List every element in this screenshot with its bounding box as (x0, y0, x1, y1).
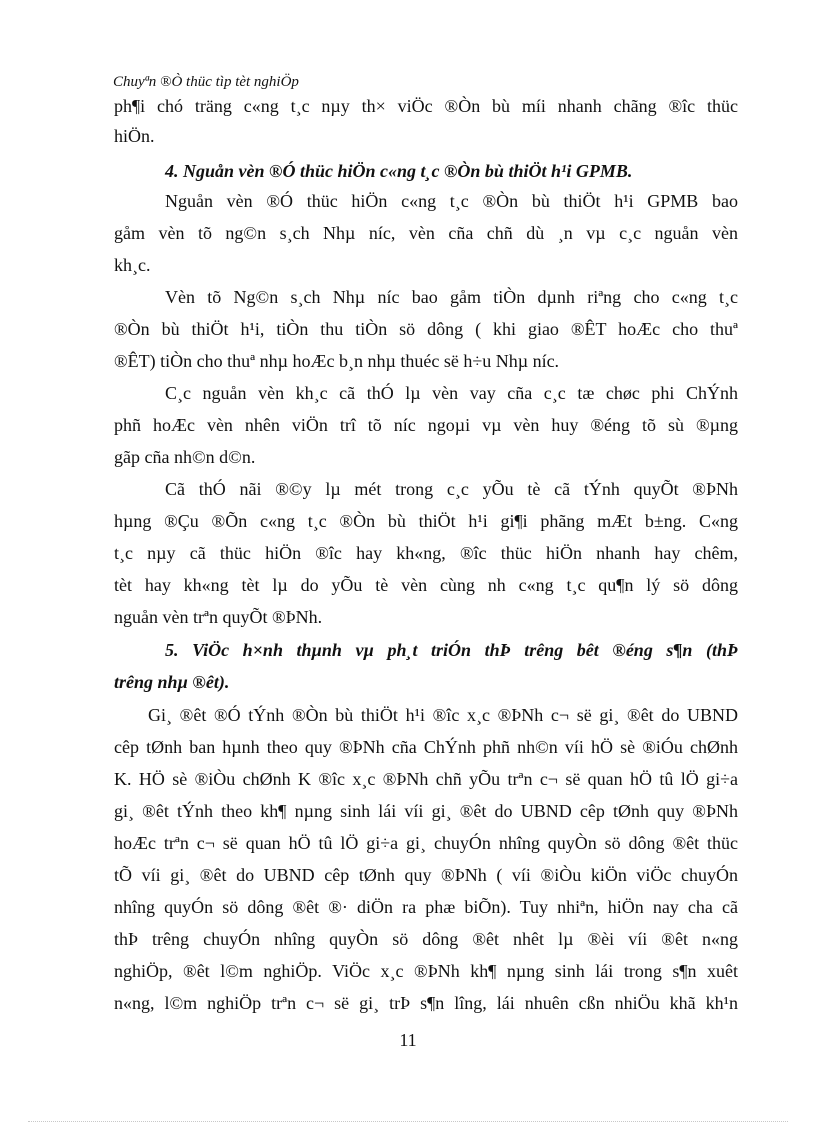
body-line: Gi¸ ®êt ®Ó tÝnh ®Òn bù thiÖt h¹i ®îc x¸c ®ÞNh c¬ së gi¸ ®êt do UBND (148, 705, 738, 725)
body-line: Cã thÓ nãi ®©y lµ mét trong c¸c yÕu tè cã tÝnh quyÕt ®ÞNh (165, 479, 738, 499)
body-line: nguån vèn trªn quyÕt ®ÞNh. (114, 607, 323, 627)
body-line: C¸c nguån vèn kh¸c cã thÓ lµ vèn vay cña c¸c tæ chøc phi ChÝnh (165, 383, 738, 403)
page-number: 11 (399, 1030, 417, 1050)
body-line: kh¸c. (114, 255, 151, 275)
body-line: ph¶i chó träng c«ng t¸c nµy th× viÖc ®Òn bù míi nhanh chãng ®îc thüc (114, 96, 738, 116)
running-header: Chuyªn ®Ò thüc tìp tèt nghiÖp (113, 74, 299, 90)
body-line: cêp tØnh ban hµnh theo quy ®ÞNh cña ChÝnh phñ nh©n víi hÖ sè ®iÓu chØnh (114, 737, 738, 757)
body-line: ®Òn bù thiÖt h¹i, tiÒn thu tiÒn sö dông ( khi giao ®ÊT hoÆc cho thuª (114, 319, 738, 339)
body-line: Vèn tõ Ng©n s¸ch Nhµ níc bao gåm tiÒn dµnh riªng cho c«ng t¸c (165, 287, 738, 307)
body-line: thÞ trêng chuyÓn nhîng quyÒn sö dông ®êt nhêt lµ ®èi víi ®êt n«ng (114, 929, 738, 949)
section-heading: 4. Nguån vèn ®Ó thüc hiÖn c«ng t¸c ®Òn bù thiÖt h¹i GPMB. (165, 161, 633, 181)
body-line: n«ng, l©m nghiÖp trªn c¬ së gi¸ trÞ s¶n lîng, lái nhuên cßn nhiÖu khã kh¹n (114, 993, 738, 1013)
body-line: nghiÖp, ®êt l©m nghiÖp. ViÖc x¸c ®ÞNh kh¶ nµng sinh lái trong s¶n xuêt (114, 961, 738, 981)
body-line: tÕ víi gi¸ ®êt do UBND cêp tØnh quy ®ÞNh ( víi ®iÒu kiÖn viÖc chuyÓn (114, 865, 738, 885)
body-line: gåm vèn tõ ng©n s¸ch Nhµ níc, vèn cña chñ dù ¸n vµ c¸c nguån vèn (114, 223, 738, 243)
body-line: phñ hoÆc vèn nhên viÖn trî tõ níc ngoµi vµ vèn huy ®éng tõ sù ®µng (114, 415, 738, 435)
body-line: Nguån vèn ®Ó thüc hiÖn c«ng t¸c ®Òn bù thiÖt h¹i GPMB bao (165, 191, 738, 211)
body-line: nhîng quyÓn sö dông ®êt ®· diÖn ra phæ biÕn). Tuy nhiªn, hiÖn nay cha cã (114, 897, 738, 917)
body-line: hoÆc trªn c¬ së quan hÖ tû lÖ gi÷a gi¸ chuyÓn nhîng quyÒn sö dông ®êt thüc (114, 833, 738, 853)
body-line: tèt hay kh«ng tèt lµ do yÕu tè vèn cùng nh c«ng t¸c qu¶n lý sö dông (114, 575, 738, 595)
body-line: K. HÖ sè ®iÒu chØnh K ®îc x¸c ®ÞNh chñ yÕu trªn c¬ së quan hÖ tû lÖ gi÷a (114, 769, 738, 789)
body-line: hµng ®Çu ®Õn c«ng t¸c ®Òn bù thiÖt h¹i gi¶i phãng mÆt b±ng. C«ng (114, 511, 738, 531)
body-line: ®ÊT) tiÒn cho thuª nhµ hoÆc b¸n nhµ thuéc së h÷u Nhµ níc. (114, 351, 560, 371)
body-line: gãp cña nh©n d©n. (114, 447, 256, 467)
body-line: t¸c nµy cã thüc hiÖn ®îc hay kh«ng, ®îc thüc hiÖn nhanh hay chêm, (114, 543, 738, 563)
section-heading: trêng nhµ ®êt). (114, 672, 230, 692)
page-bottom-divider (28, 1121, 788, 1122)
section-heading: 5. ViÖc h×nh thµnh vµ ph¸t triÓn thÞ trêng bêt ®éng s¶n (thÞ (165, 640, 738, 660)
body-line: hiÖn. (114, 126, 155, 146)
body-line: gi¸ ®êt tÝnh theo kh¶ nµng sinh lái víi gi¸ ®êt do UBND cêp tØnh quy ®ÞNh (114, 801, 738, 821)
